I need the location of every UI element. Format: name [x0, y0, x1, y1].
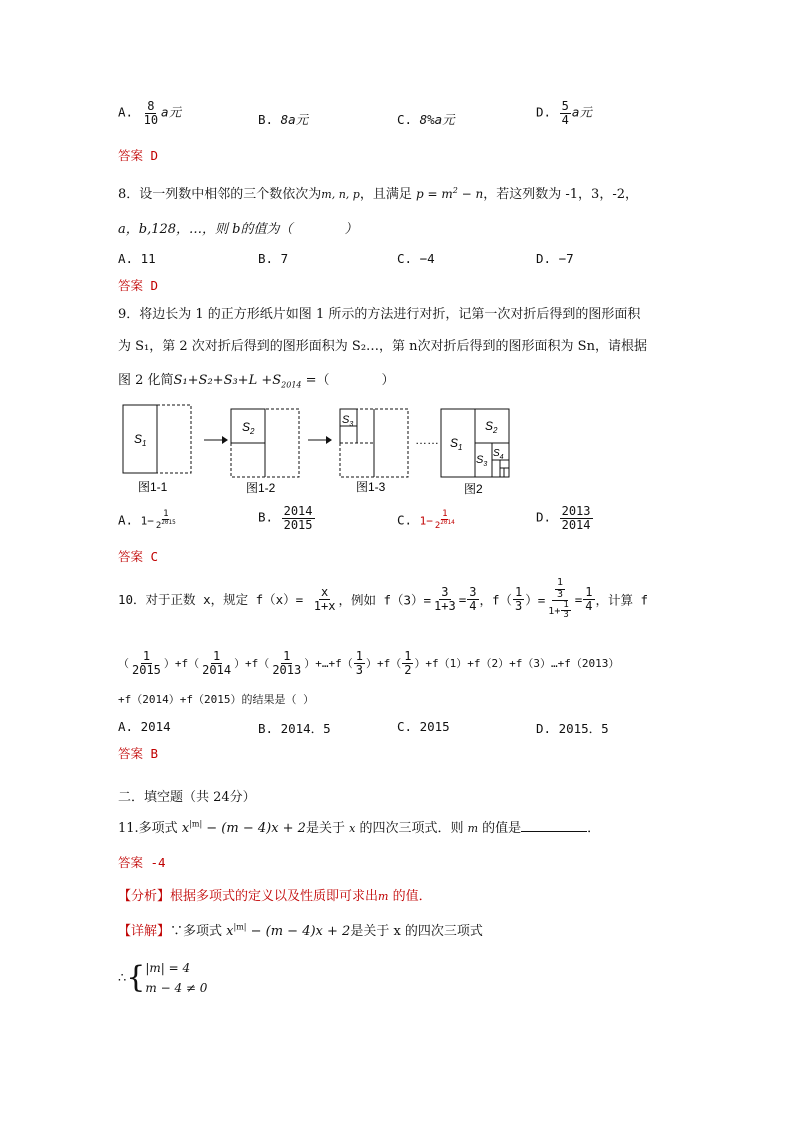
- fraction-denominator: [155, 520, 177, 531]
- formula-sup: |m|: [233, 922, 247, 932]
- q10-text: ）+…+f（: [304, 657, 353, 671]
- formula-sup: 2: [452, 186, 458, 195]
- fraction: [467, 586, 478, 612]
- formula-sup: |m|: [189, 819, 203, 829]
- arrow-head-icon: [326, 436, 332, 444]
- fig-caption-1-2: 图1-2: [246, 481, 276, 495]
- fraction: [282, 505, 315, 531]
- equation-system: [145, 958, 207, 998]
- fraction-numerator: 3: [469, 585, 477, 600]
- formula-part: − (m − 4)x + 2: [246, 924, 351, 939]
- fraction: [560, 505, 593, 531]
- q9-text: =（ ）: [301, 373, 395, 388]
- q10-text: ，例如 f（3）=: [338, 592, 432, 608]
- var: m: [378, 890, 389, 903]
- q10-option-c: C. 2015: [397, 719, 450, 734]
- q9-line3: [118, 369, 395, 390]
- fig-label-sub: 3: [483, 461, 488, 468]
- option-text: 1−: [140, 514, 154, 528]
- q10-text: ）+f（: [234, 657, 270, 671]
- fraction-denominator: 2015: [132, 662, 161, 677]
- q9-line1: 9．将边长为 1 的正方形纸片如图 1 所示的方法进行对折，记第一次对折后得到的图形面积: [118, 307, 641, 322]
- q11-text: 11.多项式: [118, 821, 182, 836]
- q8-option-d: D. −7: [536, 251, 574, 266]
- q10-answer: 答案 B: [118, 746, 159, 761]
- fig-label-text: S: [450, 436, 459, 450]
- fraction: [200, 650, 233, 676]
- fig-caption-1-1: 图1-1: [138, 480, 168, 494]
- fraction: [434, 510, 456, 532]
- fig-label-text: S: [493, 448, 500, 459]
- fraction-denominator: 1+3: [434, 598, 456, 613]
- q9-formula: S₁+S₂+S₃+L +S: [173, 373, 282, 388]
- fig-label-s3: [342, 414, 353, 428]
- q10-option-a: A. 2014: [118, 719, 171, 734]
- q10-line3: +f（2014）+f（2015）的结果是（ ）: [118, 693, 315, 706]
- fraction-numerator: 8: [147, 99, 155, 113]
- fig2-label-s1: [450, 436, 462, 452]
- q7-option-b: [258, 110, 308, 128]
- q8-option-b: B. 7: [258, 251, 289, 266]
- fraction: [270, 650, 303, 676]
- fraction-denominator: 2: [404, 662, 412, 677]
- q8-line2: a，b,128，…，则 b的值为（ ）: [118, 222, 358, 237]
- q7-option-c: [397, 110, 455, 128]
- q9-formula-sub: 2014: [281, 380, 302, 390]
- fig-label-text: S: [342, 414, 350, 426]
- fraction-denominator: 3: [515, 598, 523, 613]
- fraction: [312, 586, 338, 612]
- q8-text: ，若这列数为 -1，3，-2，: [483, 187, 638, 202]
- fig-label-sub: 2: [493, 426, 498, 435]
- fraction-denominator: 4: [561, 112, 569, 127]
- fig-label-text: S: [242, 420, 251, 434]
- fraction-numerator: 2013: [561, 504, 591, 518]
- power-exponent: 2014: [440, 519, 455, 527]
- option-label: A.: [118, 512, 134, 528]
- q10-option-b: B. 2014．5: [258, 721, 331, 736]
- power-base: 2: [434, 521, 441, 532]
- q10-text: 1+: [548, 605, 561, 617]
- q10-option-d: D. 2015．5: [536, 721, 609, 736]
- fraction-numerator: x: [320, 585, 329, 600]
- q7-option-a: [118, 100, 181, 126]
- fraction-numerator: [552, 578, 568, 601]
- q8-formula: [416, 187, 483, 201]
- q9-answer: 答案 C: [118, 549, 159, 564]
- formula-part: − n: [457, 187, 484, 201]
- q11-text: 的值是: [478, 821, 522, 836]
- option-label: B.: [258, 112, 274, 127]
- fig-label-text: S: [485, 419, 494, 433]
- compound-fraction: [546, 578, 573, 621]
- q8-option-a: A. 11: [118, 251, 156, 266]
- fig-label-sub: 1: [142, 439, 147, 448]
- q8-option-c: C. −4: [397, 251, 435, 266]
- fig-label-sub: 1: [458, 443, 463, 452]
- section-heading: 二．填空题（共 24分）: [118, 790, 256, 805]
- var: m: [467, 822, 479, 835]
- q8-answer: 答案 D: [118, 278, 159, 293]
- detail-tag: 【详解】: [118, 924, 171, 939]
- fraction: [555, 578, 565, 600]
- fraction: [583, 586, 594, 612]
- fraction-numerator: 1: [355, 649, 363, 663]
- q10-text: =: [574, 591, 583, 607]
- q9-line2: 为 S₁，第 2 次对折后得到的图形面积为 S₂…，第 n次对折后得到的图形面积为 Sn，请根据: [118, 339, 647, 354]
- q10-text: ）=: [525, 592, 546, 608]
- formula-part: x: [226, 924, 234, 939]
- q10-text: ）+f（1）+f（2）+f（3）…+f（2013）: [414, 657, 620, 671]
- option-text: a元: [571, 104, 592, 120]
- q11-text: 的四次三项式．则: [355, 821, 468, 836]
- formula-part: x: [181, 821, 190, 836]
- detail-text: ∵多项式: [170, 924, 227, 939]
- brace-icon: {: [126, 960, 146, 995]
- fig-label-s1: [134, 432, 146, 448]
- option-text: 1−: [419, 514, 433, 528]
- q10-text: =: [458, 591, 467, 607]
- fig-label-sub: 2: [250, 427, 255, 436]
- option-label: D.: [536, 104, 552, 120]
- q10-line1: [118, 578, 648, 621]
- fraction-denominator: 2015: [283, 517, 313, 532]
- fraction-numerator: 1: [515, 585, 523, 600]
- q11-text: 是关于: [305, 821, 350, 836]
- fraction-denominator: 2014: [561, 517, 591, 532]
- q10-text: ，f（: [479, 592, 513, 608]
- fraction-denominator: 2014: [202, 662, 232, 677]
- q10-text: （: [118, 657, 129, 671]
- therefore-symbol: ∴: [118, 970, 127, 986]
- fraction: [560, 100, 571, 126]
- fraction: [402, 650, 413, 676]
- formula-part: − (m − 4)x + 2: [202, 821, 306, 836]
- fraction-numerator: 1: [142, 649, 151, 663]
- fig-label-text: S: [134, 432, 143, 446]
- fraction: [130, 650, 163, 676]
- q11-analysis: [118, 885, 432, 904]
- q9-option-b: [258, 505, 316, 531]
- arrow-head-icon: [222, 436, 228, 444]
- fig-dots: ……: [415, 433, 439, 447]
- fraction-numerator: 1: [283, 649, 291, 663]
- q10-line2: [118, 650, 619, 676]
- fraction-denominator: [434, 520, 456, 531]
- fraction-denominator: 3: [557, 588, 564, 600]
- option-text: a元: [161, 104, 182, 120]
- equation-line: |m| = 4: [145, 961, 191, 975]
- fraction: [155, 510, 177, 532]
- q8-text: ，且满足: [359, 187, 412, 202]
- q8-vars: m, n, p: [321, 188, 360, 201]
- fig-caption-1-3: 图1-3: [356, 480, 386, 494]
- fraction-numerator: 5: [561, 99, 569, 113]
- q9-figure: [118, 400, 538, 500]
- fraction-numerator: 2014: [283, 504, 313, 518]
- power-exponent: 2015: [161, 519, 176, 527]
- q11-detail: [118, 920, 483, 939]
- option-text: 8a元: [280, 112, 309, 127]
- fraction-numerator: 1: [585, 585, 593, 600]
- fraction-numerator: 1: [442, 509, 448, 519]
- var: x: [349, 822, 356, 835]
- fraction-denominator: 3: [355, 662, 363, 677]
- fig-caption-2: 图2: [464, 482, 483, 496]
- fraction-numerator: 3: [441, 585, 449, 600]
- q7-option-d: [536, 100, 592, 126]
- q8-line1: [118, 183, 638, 202]
- option-label: B.: [258, 509, 274, 525]
- fig-label-sub: 4: [499, 454, 504, 461]
- q10-terms: [129, 649, 620, 677]
- fraction: [513, 586, 524, 612]
- q9-option-c: [397, 510, 457, 532]
- fraction-denominator: 2013: [272, 662, 302, 677]
- power-base: 2: [155, 521, 162, 532]
- q10-text: 10．对于正数 x，规定 f（x）=: [118, 592, 304, 608]
- fig-label-s2: [242, 420, 255, 436]
- q10-text: ，计算 f: [595, 592, 649, 608]
- q9-option-d: [536, 505, 594, 531]
- fraction-denominator: 1+x: [313, 598, 336, 613]
- fig2-label-s3: [476, 454, 487, 468]
- fraction-numerator: 1: [557, 577, 564, 588]
- formula-part: p = m: [415, 187, 453, 201]
- q8-text: 8．设一列数中相邻的三个数依次为: [118, 187, 322, 202]
- q10-text: ）+f（: [163, 657, 200, 671]
- option-label: C.: [397, 112, 413, 127]
- analysis-text: 的值．: [388, 889, 432, 904]
- fig2-label-s2: [485, 419, 498, 435]
- fraction: [354, 650, 365, 676]
- detail-text: 是关于 x 的四次三项式: [350, 924, 483, 939]
- q9-text: 图 2 化简: [118, 373, 174, 388]
- option-label: C.: [397, 512, 413, 528]
- q11-question: [118, 817, 600, 836]
- answer-blank: [521, 819, 587, 832]
- analysis-tag: 【分析】: [118, 889, 171, 904]
- fraction: [142, 100, 160, 126]
- q11-text: ．: [587, 821, 601, 836]
- fraction-denominator: 4: [585, 598, 593, 613]
- fraction-denominator: 10: [143, 112, 159, 127]
- q11-answer: 答案 -4: [118, 855, 166, 870]
- fraction-numerator: 1: [563, 600, 569, 610]
- fraction-denominator: 3: [563, 610, 569, 621]
- option-label: D.: [536, 509, 552, 525]
- fig2-label-s4: [493, 448, 504, 461]
- fraction-denominator: 4: [469, 598, 477, 613]
- fraction-numerator: 1: [163, 509, 169, 519]
- fraction: [561, 601, 570, 621]
- q7-answer: 答案 D: [118, 148, 159, 163]
- analysis-text: 根据多项式的定义以及性质即可求出: [170, 889, 379, 904]
- fraction-denominator: [546, 601, 573, 621]
- fraction: [432, 586, 458, 612]
- fig-label-sub: 3: [349, 421, 354, 428]
- fraction-numerator: 1: [404, 649, 412, 663]
- fraction-numerator: 1: [212, 649, 221, 663]
- option-text: 8%a元: [419, 112, 455, 127]
- option-label: A.: [118, 104, 134, 120]
- q9-option-a: [118, 510, 178, 532]
- equation-line: m − 4 ≠ 0: [145, 981, 208, 995]
- q11-system: [118, 958, 207, 998]
- fig1-1-dashed-half: [157, 405, 191, 473]
- fig-label-text: S: [476, 454, 484, 466]
- q10-text: ）+f（: [365, 657, 402, 671]
